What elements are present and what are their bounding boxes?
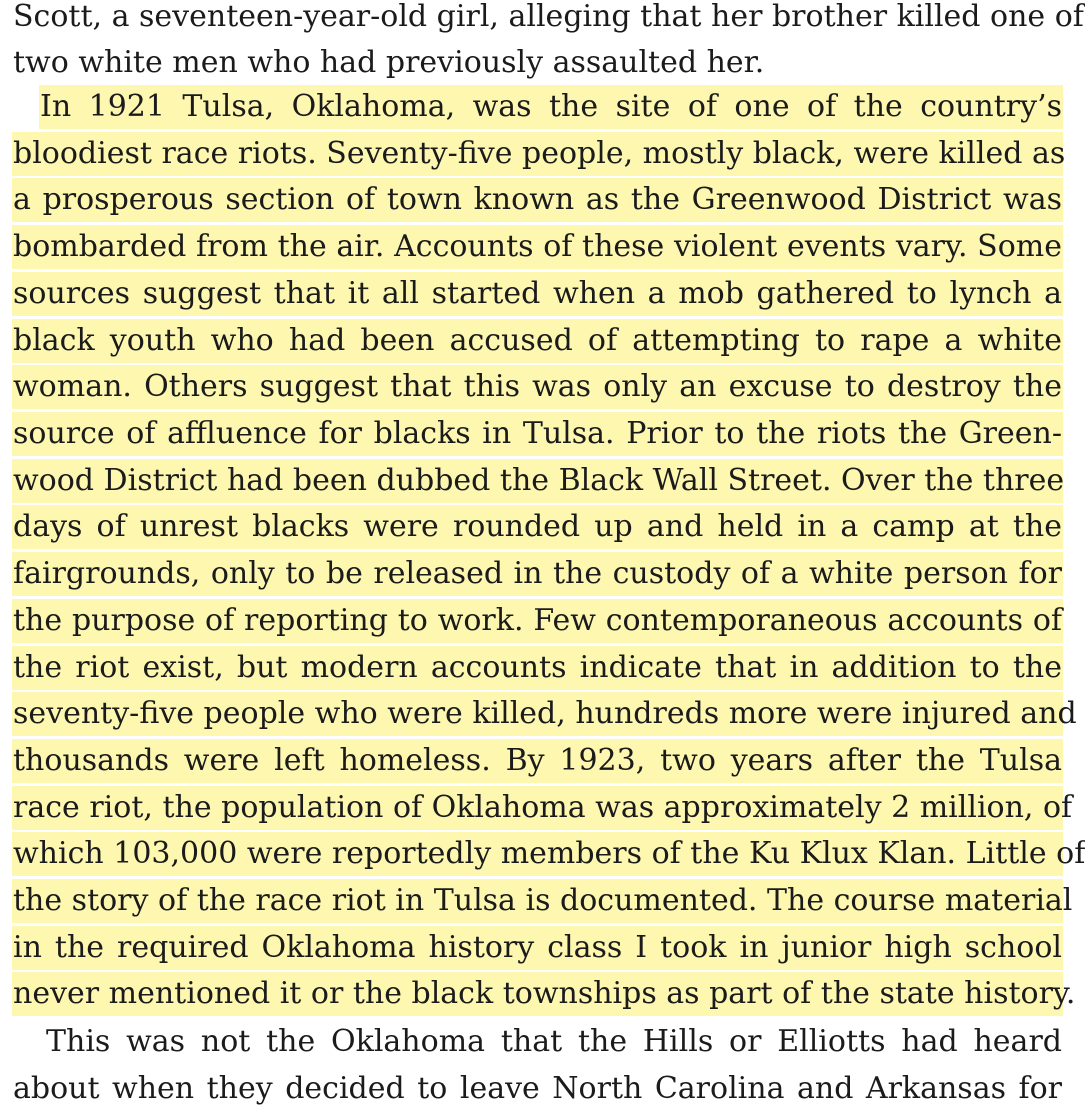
highlighted-text-line-17: which 103,000 were reportedly members of the Ku Klux Klan. Little of — [13, 833, 1062, 875]
highlighted-text-line-20: never mentioned it or the black townships as part of the state history. — [13, 973, 1062, 1015]
highlighted-text-line-12: the purpose of reporting to work. Few contemporaneous accounts of — [13, 600, 1062, 642]
text-line-4-partial: about when they decided to leave North Carolina and Arkansas for — [13, 1071, 1062, 1106]
highlighted-text-line-18: the story of the race riot in Tulsa is documented. The course material — [13, 880, 1062, 922]
highlighted-text-line-11: fairgrounds, only to be released in the custody of a white person for — [13, 553, 1062, 595]
highlighted-text-line-10: days of unrest blacks were rounded up and held in a camp at the — [13, 506, 1062, 548]
highlighted-text-line-3: a prosperous section of town known as the Greenwood District was — [13, 179, 1062, 221]
highlighted-text-line-8: source of affluence for blacks in Tulsa. Prior to the riots the Green- — [13, 413, 1062, 455]
highlighted-text-line-2: bloodiest race riots. Seventy-five people, mostly black, were killed as — [13, 133, 1062, 175]
highlighted-text-line-13: the riot exist, but modern accounts indicate that in addition to the — [13, 647, 1062, 689]
highlighted-text-line-9: wood District had been dubbed the Black Wall Street. Over the three — [13, 460, 1062, 502]
highlighted-text-line-6: black youth who had been accused of attempting to rape a white — [13, 320, 1062, 362]
highlighted-text-line-7: woman. Others suggest that this was only an excuse to destroy the — [13, 366, 1062, 408]
highlighted-text-line-1: In 1921 Tulsa, Oklahoma, was the site of one of the country’s — [40, 86, 1062, 128]
highlighted-text-line-15: thousands were left homeless. By 1923, two years after the Tulsa — [13, 740, 1062, 782]
text-line-2: two white men who had previously assaulted her. — [13, 45, 765, 80]
highlighted-text-line-4: bombarded from the air. Accounts of these violent events vary. Some — [13, 226, 1062, 268]
highlighted-text-line-19: in the required Oklahoma history class I took in junior high school — [13, 927, 1062, 969]
highlighted-text-line-14: seventy-five people who were killed, hundreds more were injured and — [13, 693, 1062, 735]
text-line-1: Scott, a seventeen-year-old girl, alleging that her brother killed one of — [13, 0, 1084, 34]
text-line-3: This was not the Oklahoma that the Hills or Elliotts had heard — [46, 1024, 1062, 1059]
highlighted-text-line-5: sources suggest that it all started when a mob gathered to lynch a — [13, 273, 1062, 315]
highlighted-text-line-16: race riot, the population of Oklahoma was approximately 2 million, of — [13, 787, 1062, 829]
